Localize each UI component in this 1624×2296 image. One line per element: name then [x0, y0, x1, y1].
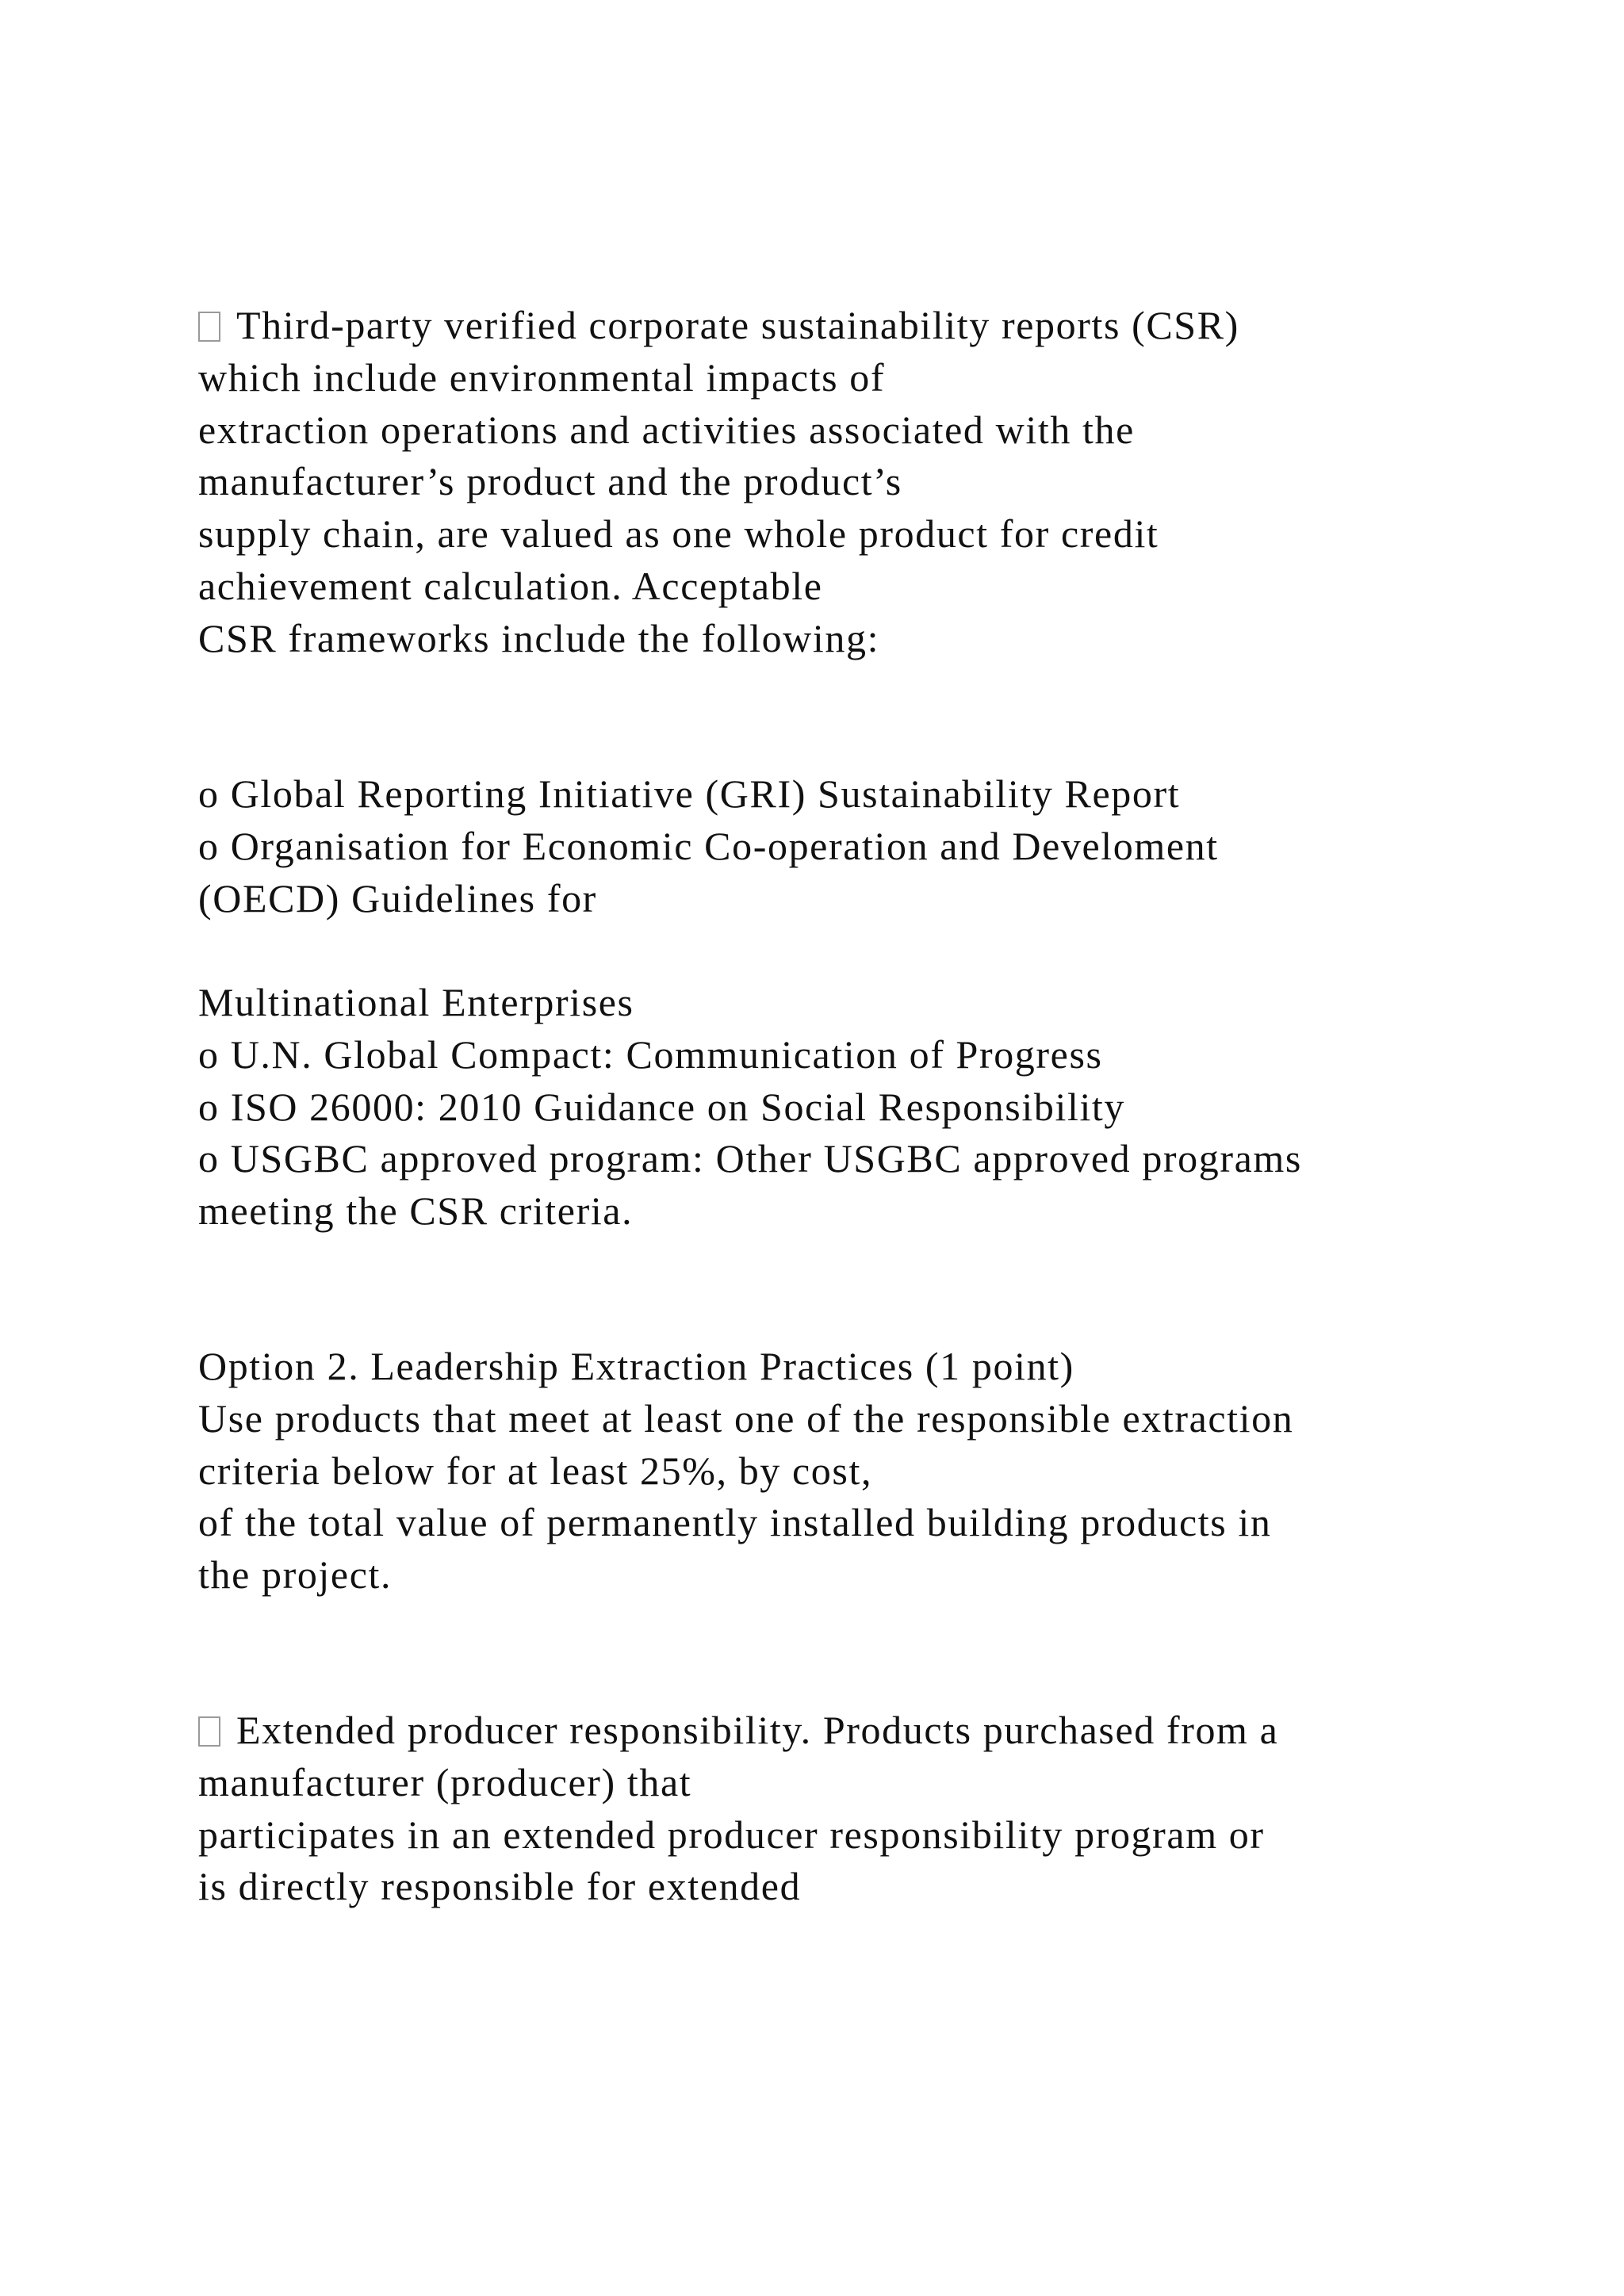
- text-line: supply chain, are valued as one whole product for credit: [198, 511, 1159, 557]
- text-line: manufacturer (producer) that: [198, 1759, 692, 1804]
- text-line: extraction operations and activities associated with the: [198, 407, 1135, 452]
- missing-glyph-bullet-icon: [198, 1716, 220, 1747]
- missing-glyph-bullet-icon: [198, 312, 220, 342]
- list-item: o USGBC approved program: Other USGBC approved programs: [198, 1136, 1302, 1181]
- csr-reports-paragraph: [198, 300, 1546, 665]
- option-2-paragraph: [198, 1341, 1546, 1601]
- list-item: o Global Reporting Initiative (GRI) Sustainability Report: [198, 771, 1181, 816]
- text-line: CSR frameworks include the following:: [198, 615, 880, 660]
- text-line: is directly responsible for extended: [198, 1864, 802, 1909]
- section-heading: Option 2. Leadership Extraction Practices (1 point): [198, 1344, 1074, 1388]
- text-line: Extended producer responsibility. Products purchased from a: [198, 1705, 1546, 1757]
- text-line: Third-party verified corporate sustainability reports (CSR): [198, 300, 1546, 352]
- text-line: Use products that meet at least one of the responsible extraction: [198, 1395, 1294, 1441]
- list-item-continuation: (OECD) Guidelines for: [198, 875, 597, 920]
- text-line: which include environmental impacts of: [198, 354, 886, 400]
- text-line: the project.: [198, 1552, 393, 1598]
- list-item: o Organisation for Economic Co-operation and Develoment: [198, 823, 1219, 868]
- text-line: of the total value of permanently installed building products in: [198, 1500, 1272, 1545]
- list-item-continuation: Multinational Enterprises: [198, 980, 634, 1024]
- text-line: participates in an extended producer responsibility program or: [198, 1812, 1265, 1857]
- list-item: o ISO 26000: 2010 Guidance on Social Responsibility: [198, 1084, 1126, 1129]
- csr-frameworks-list: [198, 768, 1546, 924]
- text-line: criteria below for at least 25%, by cost,: [198, 1448, 873, 1493]
- list-item-continuation: meeting the CSR criteria.: [198, 1188, 634, 1234]
- csr-frameworks-list-continued: [198, 977, 1546, 1238]
- list-item: o U.N. Global Compact: Communication of Progress: [198, 1031, 1103, 1077]
- text-line: manufacturer’s product and the product’s: [198, 459, 902, 504]
- extended-producer-responsibility-paragraph: [198, 1705, 1546, 1913]
- text-line: achievement calculation. Acceptable: [198, 563, 823, 608]
